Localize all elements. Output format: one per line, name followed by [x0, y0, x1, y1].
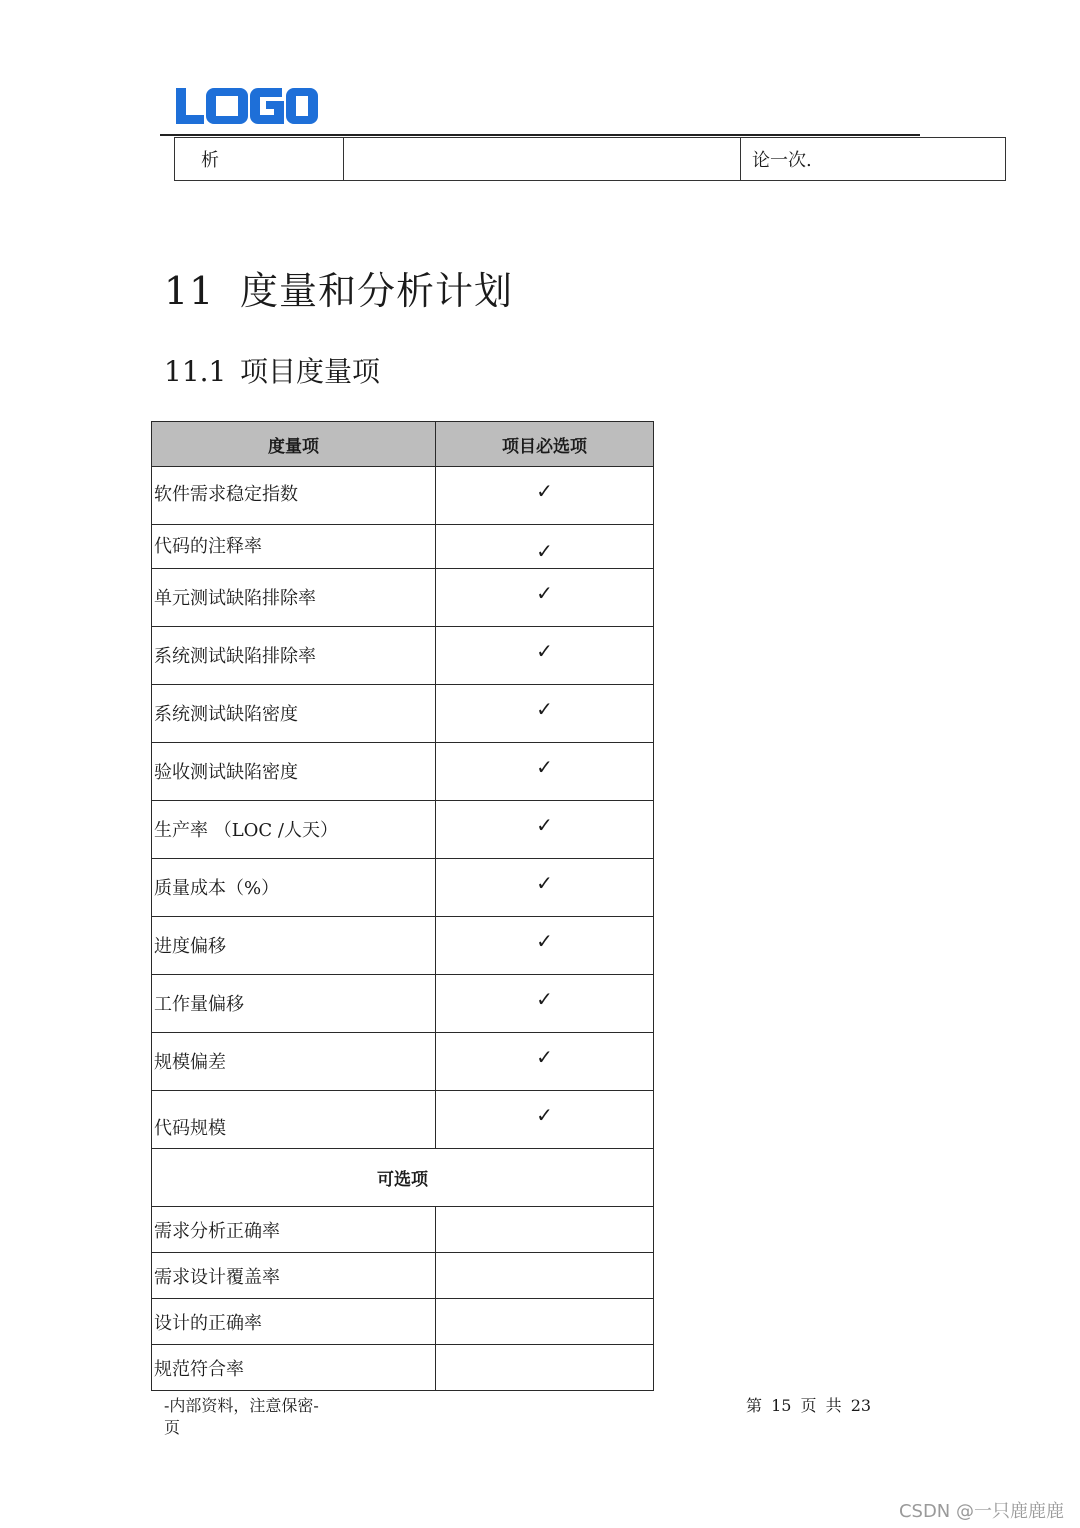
required-cell-empty [436, 1253, 654, 1299]
check-icon: ✓ [436, 1033, 654, 1091]
section-number: 11 [164, 269, 215, 313]
check-icon: ✓ [436, 525, 654, 569]
header-divider [160, 134, 920, 136]
metric-name: 生产率 （LOC /人天） [152, 801, 436, 859]
header-metric: 度量项 [152, 422, 436, 467]
metric-name: 进度偏移 [152, 917, 436, 975]
required-cell-empty [436, 1207, 654, 1253]
check-icon: ✓ [436, 801, 654, 859]
table-row [152, 627, 654, 685]
metric-name: 软件需求稳定指数 [152, 467, 436, 525]
fragment-cell-2 [344, 138, 741, 180]
check-icon: ✓ [436, 1091, 654, 1149]
page-number: 第 15 页 共 23 [746, 1396, 872, 1415]
section-title: 度量和分析计划 [240, 269, 514, 313]
metric-name: 规模偏差 [152, 1033, 436, 1091]
table-row [152, 975, 654, 1033]
fragment-cell-1: 析 [175, 138, 344, 180]
header-required: 项目必选项 [436, 422, 654, 467]
check-icon: ✓ [436, 743, 654, 801]
confidential-line-2: 页 [164, 1418, 181, 1437]
company-logo [176, 84, 318, 128]
subsection-number: 11.1 [164, 355, 227, 388]
section-heading [164, 260, 513, 315]
fragment-cell-3: 论一次. [752, 150, 812, 171]
optional-section-row [152, 1149, 654, 1207]
subsection-title: 项目度量项 [240, 355, 381, 388]
metric-name: 验收测试缺陷密度 [152, 743, 436, 801]
check-icon: ✓ [436, 467, 654, 525]
check-icon: ✓ [436, 975, 654, 1033]
check-icon: ✓ [436, 685, 654, 743]
table-row [152, 569, 654, 627]
metric-name: 质量成本（%） [152, 859, 436, 917]
metric-name: 工作量偏移 [152, 975, 436, 1033]
table-row [152, 1091, 654, 1149]
metrics-table [151, 421, 654, 1391]
check-icon: ✓ [436, 569, 654, 627]
continued-table-fragment [174, 137, 1006, 181]
table-row [152, 1253, 654, 1299]
metrics-table-body [152, 467, 654, 1391]
metric-name: 规范符合率 [152, 1345, 436, 1391]
subsection-heading [164, 350, 380, 390]
table-header-row [152, 422, 654, 467]
confidential-line-1: -内部资料，注意保密- [164, 1396, 319, 1415]
optional-section-label: 可选项 [152, 1149, 654, 1207]
check-icon: ✓ [436, 917, 654, 975]
table-row [152, 801, 654, 859]
metric-name: 需求设计覆盖率 [152, 1253, 436, 1299]
check-icon: ✓ [436, 859, 654, 917]
metric-name: 代码规模 [152, 1091, 436, 1149]
metric-name: 需求分析正确率 [152, 1207, 436, 1253]
table-row [152, 525, 654, 569]
table-row [152, 1033, 654, 1091]
metric-name: 代码的注释率 [152, 525, 436, 569]
metric-name: 设计的正确率 [152, 1299, 436, 1345]
table-row [152, 1207, 654, 1253]
table-row [152, 917, 654, 975]
logo-graphic [176, 84, 318, 128]
table-row [152, 467, 654, 525]
table-row [152, 743, 654, 801]
metric-name: 系统测试缺陷密度 [152, 685, 436, 743]
table-row [152, 685, 654, 743]
metric-name: 系统测试缺陷排除率 [152, 627, 436, 685]
metric-name: 单元测试缺陷排除率 [152, 569, 436, 627]
check-icon: ✓ [436, 627, 654, 685]
watermark: CSDN @一只鹿鹿鹿 [898, 1501, 1064, 1522]
confidential-note [164, 1395, 319, 1439]
required-cell-empty [436, 1345, 654, 1391]
table-row [152, 1299, 654, 1345]
table-row [152, 859, 654, 917]
required-cell-empty [436, 1299, 654, 1345]
table-row [152, 1345, 654, 1391]
